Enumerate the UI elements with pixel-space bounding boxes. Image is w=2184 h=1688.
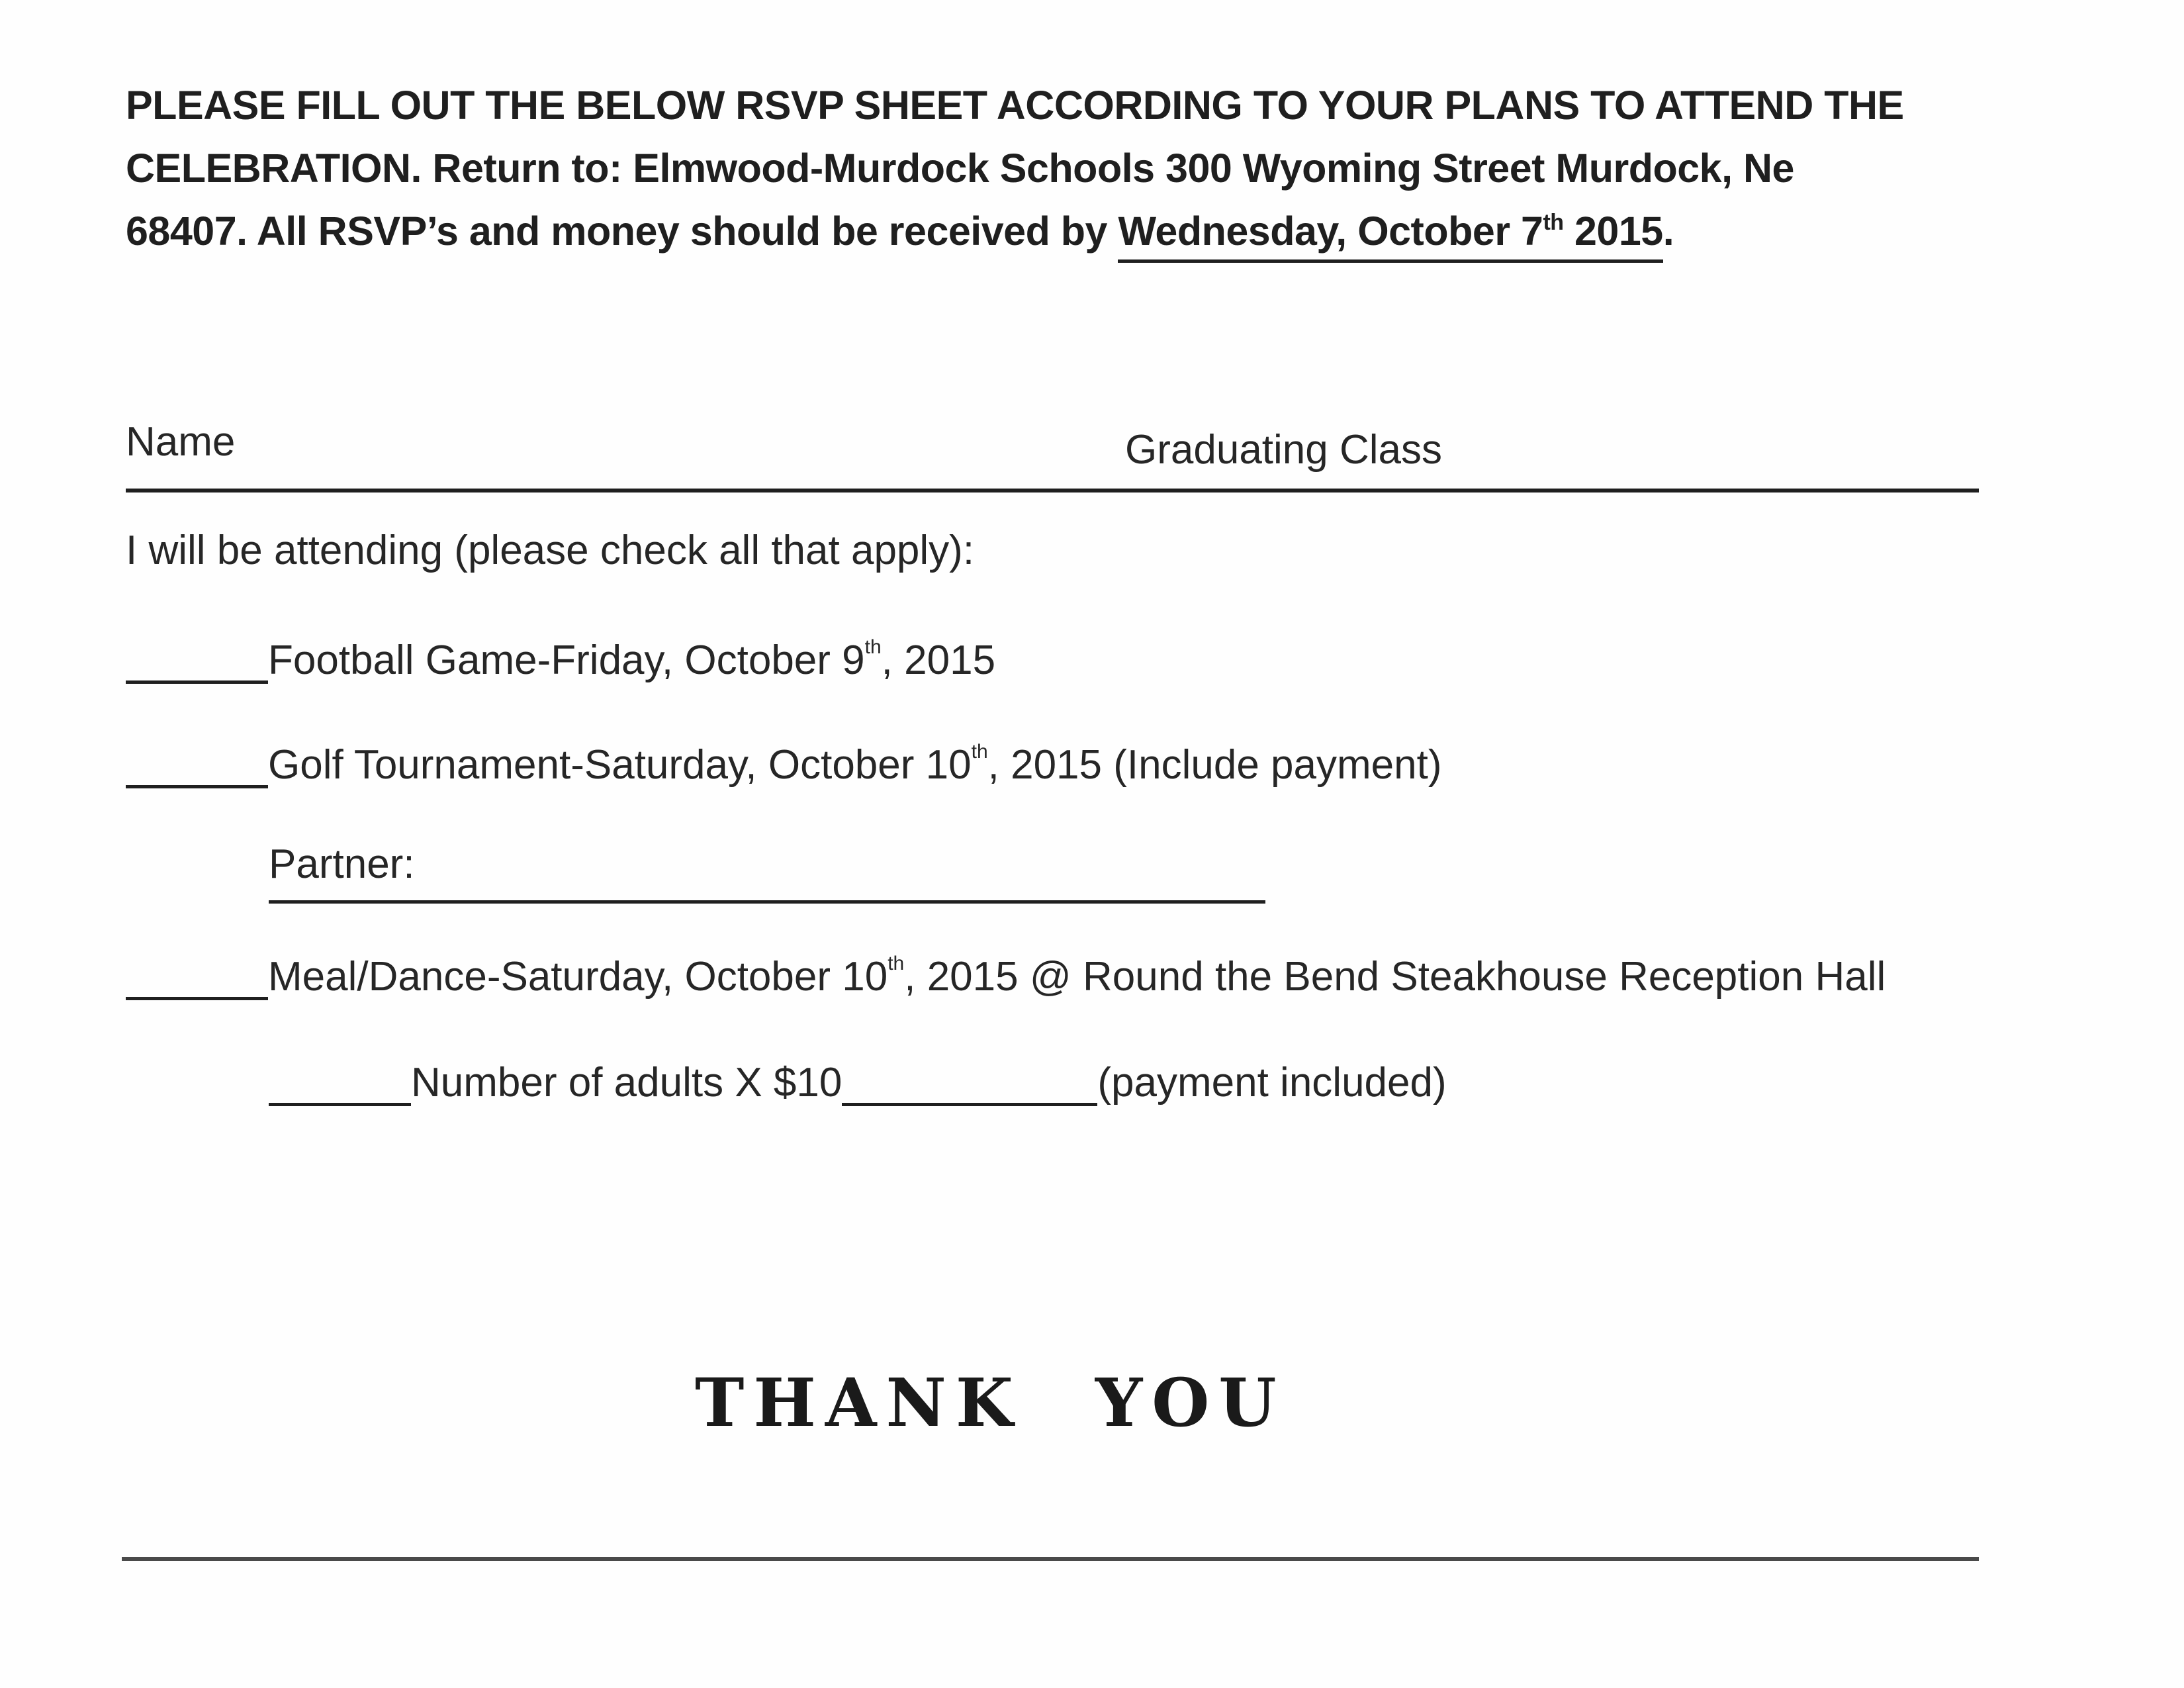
meal-checkbox-blank[interactable] bbox=[126, 951, 268, 1000]
football-checkbox-blank[interactable] bbox=[126, 634, 268, 684]
adults-count-blank[interactable] bbox=[269, 1056, 411, 1106]
meal-dance-label: Meal/Dance-Saturday, October 10 bbox=[268, 954, 888, 1000]
deadline-date: Wednesday, October 7 bbox=[1118, 209, 1543, 254]
deadline-ordinal: th bbox=[1543, 210, 1564, 235]
football-game-option bbox=[126, 634, 995, 687]
adults-count-label: Number of adults X $10 bbox=[411, 1060, 842, 1105]
intro-paragraph bbox=[126, 74, 1913, 263]
rsvp-deadline bbox=[1118, 203, 1662, 263]
meal-dance-option bbox=[126, 951, 1886, 1004]
intro-line-2: CELEBRATION. Return to: Elmwood-Murdock Schools 300 Wyoming Street Murdock, Ne bbox=[126, 146, 1794, 191]
name-label: Name bbox=[126, 419, 236, 465]
partner-label: Partner: bbox=[269, 841, 415, 887]
golf-tournament-option bbox=[126, 739, 1442, 792]
partner-field[interactable] bbox=[269, 841, 1265, 904]
golf-tournament-label: Golf Tournament-Saturday, October 10 bbox=[268, 742, 972, 788]
you-word: YOU bbox=[1095, 1364, 1286, 1442]
football-game-label: Football Game-Friday, October 9 bbox=[268, 637, 865, 683]
payment-included-label: (payment included) bbox=[1097, 1060, 1447, 1105]
adults-count-row bbox=[269, 1056, 1447, 1109]
intro-line-3-suffix: . bbox=[1662, 209, 1674, 254]
golf-details: , 2015 (Include payment) bbox=[987, 742, 1442, 788]
intro-line-1: PLEASE FILL OUT THE BELOW RSVP SHEET ACCORDING TO YOUR PLANS TO ATTEND THE bbox=[126, 83, 1904, 128]
thank-you-heading bbox=[695, 1364, 1286, 1442]
payment-amount-blank[interactable] bbox=[842, 1056, 1097, 1106]
attendance-instruction: I will be attending (please check all that apply): bbox=[126, 528, 975, 573]
football-ordinal: th bbox=[864, 636, 882, 658]
football-year: , 2015 bbox=[881, 637, 996, 683]
name-class-field[interactable] bbox=[126, 418, 1979, 492]
golf-checkbox-blank[interactable] bbox=[126, 739, 268, 788]
meal-details: , 2015 @ Round the Bend Steakhouse Reception Hall bbox=[904, 954, 1886, 1000]
footer-divider bbox=[122, 1557, 1979, 1561]
meal-ordinal: th bbox=[887, 953, 905, 974]
graduating-class-label: Graduating Class bbox=[1125, 427, 1443, 473]
intro-line-3-prefix: 68407. All RSVP’s and money should be received by bbox=[126, 209, 1118, 254]
thank-word: THANK bbox=[695, 1364, 1023, 1442]
golf-ordinal: th bbox=[971, 741, 988, 763]
deadline-year: 2015 bbox=[1563, 209, 1663, 254]
intro-line-3 bbox=[126, 200, 1913, 263]
